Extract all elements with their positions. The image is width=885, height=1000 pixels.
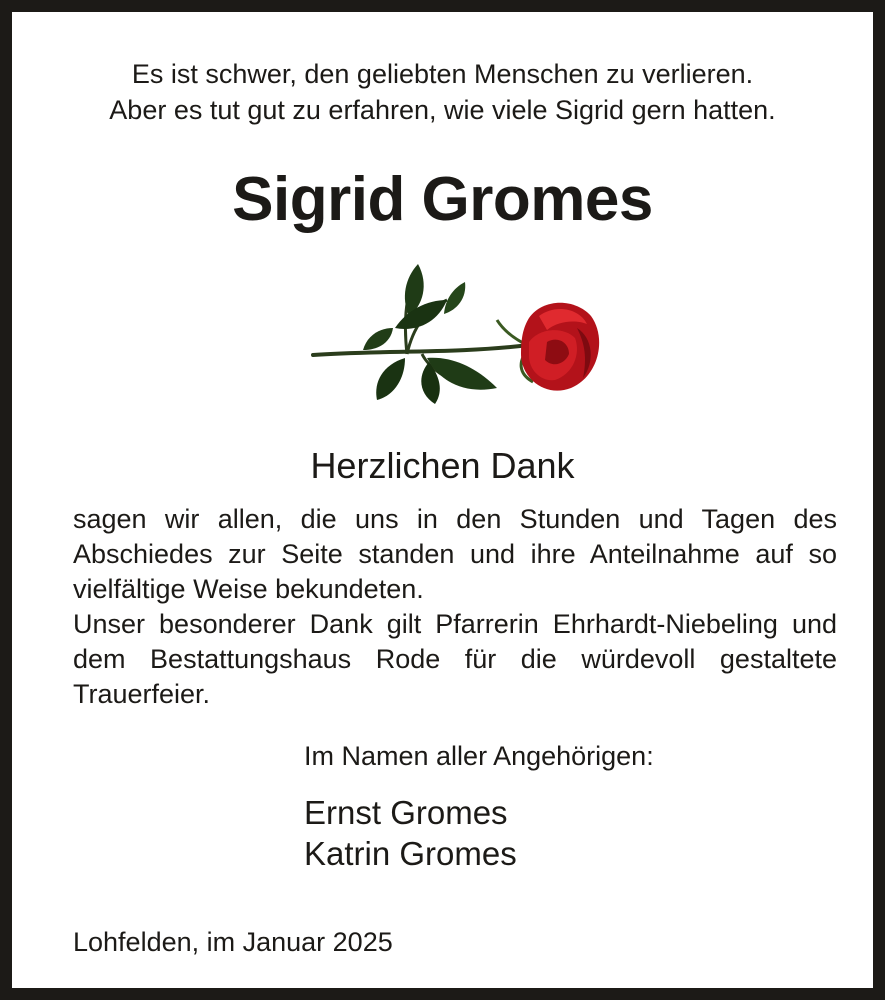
- on-behalf-label: Im Namen aller Angehörigen:: [304, 741, 654, 771]
- thanks-paragraph-2: Unser besonderer Dank gilt Pfarrerin Ehrhardt-Niebeling und dem Bestattungshaus Rode für die würdevoll gestaltete Trauerfeier.: [73, 609, 837, 709]
- signer-name: Katrin Gromes: [304, 835, 517, 872]
- thanks-paragraph-1: sagen wir allen, die uns in den Stunden und Tagen des Abschiedes zur Seite standen und ihre Anteilnahme auf so vielfältige Weise bekundeten.: [73, 504, 837, 604]
- family-signature: [304, 738, 654, 874]
- thanks-heading: Herzlichen Dank: [310, 445, 575, 486]
- intro-quote: [12, 56, 873, 128]
- intro-line-1: Es ist schwer, den geliebten Menschen zu verlieren.: [131, 59, 754, 89]
- place-date: Lohfelden, im Januar 2025: [73, 927, 393, 957]
- deceased-name: Sigrid Gromes: [232, 165, 653, 234]
- signer-name: Ernst Gromes: [304, 794, 508, 831]
- intro-line-2: Aber es tut gut zu erfahren, wie viele Sigrid gern hatten.: [109, 95, 776, 125]
- thanks-text: [73, 502, 837, 712]
- signer-list: [304, 792, 654, 874]
- red-rose-icon: [307, 258, 607, 408]
